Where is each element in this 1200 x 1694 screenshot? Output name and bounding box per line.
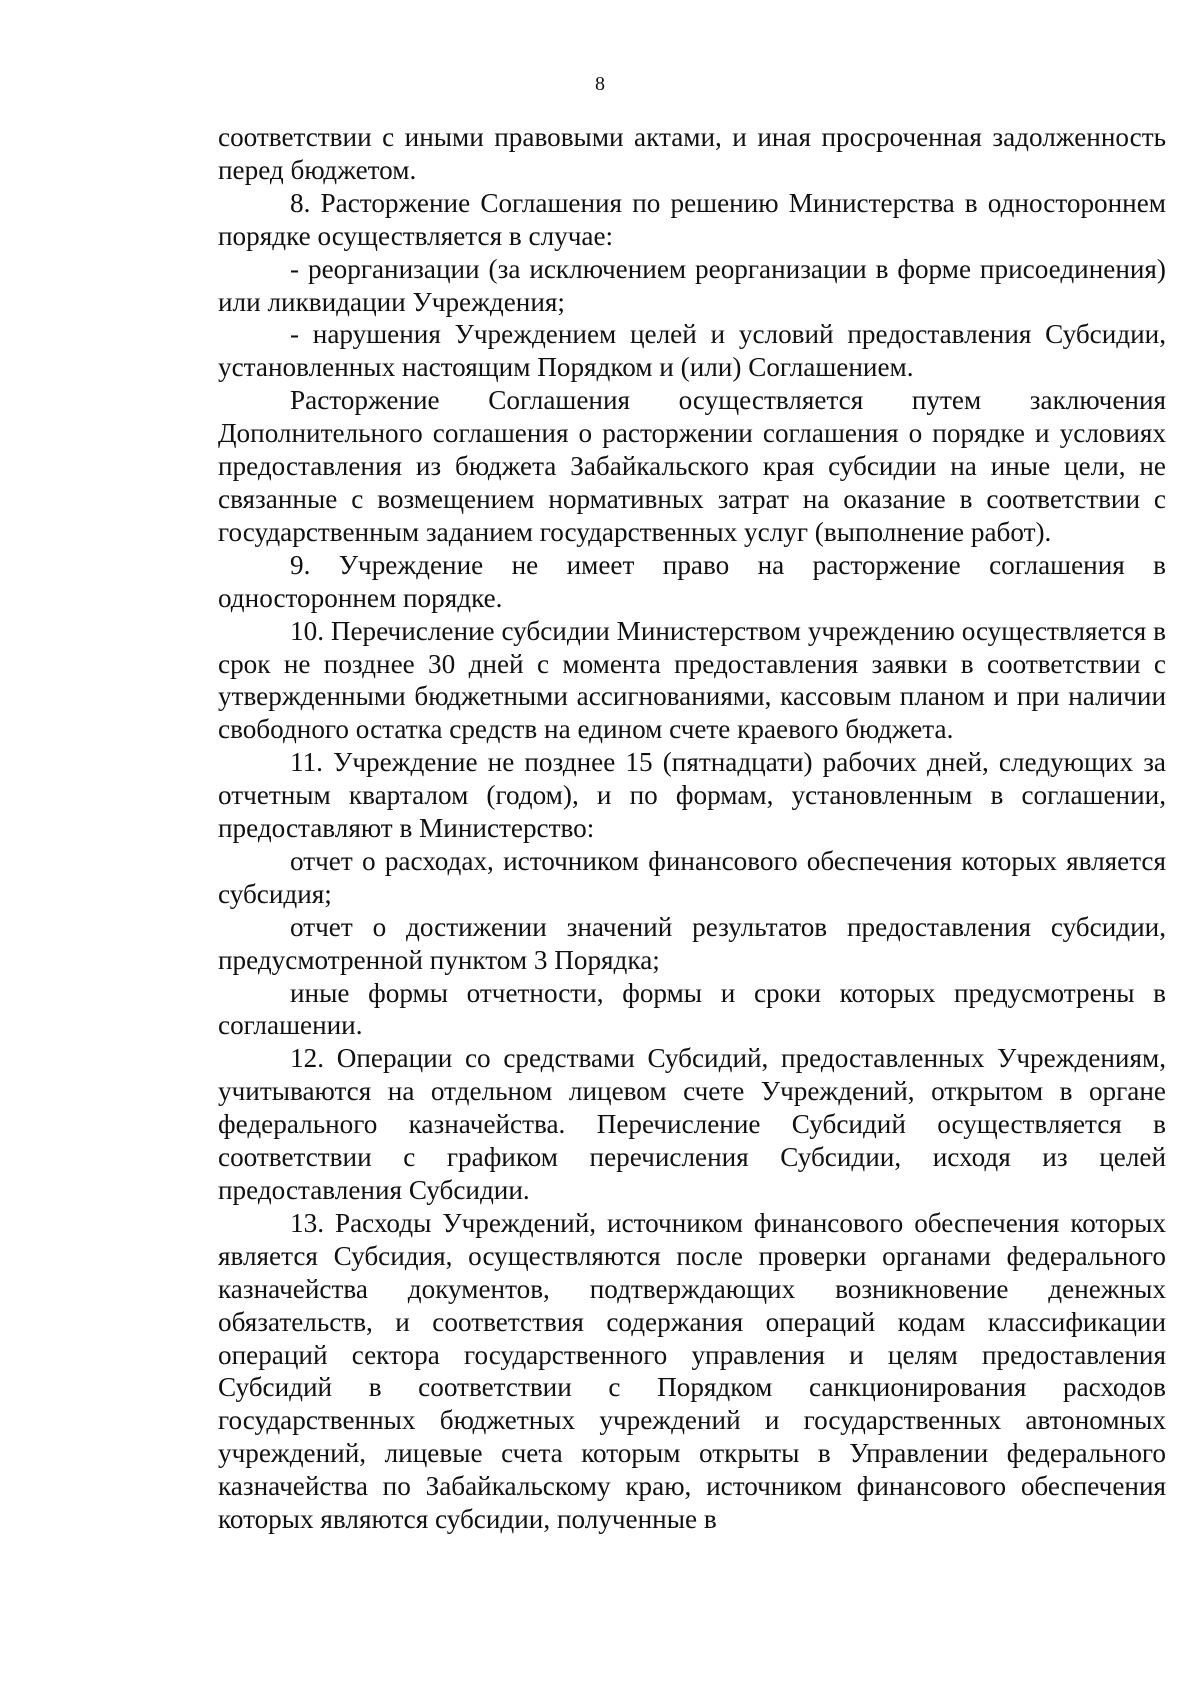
paragraph-item-11: 11. Учреждение не позднее 15 (пятнадцати) рабочих дней, следующих за отчетным кварталом (годом), и по формам, установленным в соглашении, предоставляют в Министерство: [218,747,1166,844]
paragraph-item-9: 9. Учреждение не имеет право на расторжение соглашения в одностороннем порядке. [218,549,1166,613]
paragraph-item-8: 8. Расторжение Соглашения по решению Министерства в одностороннем порядке осуществляется в случае: [218,187,1166,251]
paragraph-continuation: соответствии с иными правовыми актами, и иная просроченная задолженность перед бюджетом. [218,122,1166,185]
paragraph-item-8-violation: - нарушения Учреждением целей и условий предоставления Субсидии, установленных настоящим Порядком и (или) Соглашением. [218,319,1166,383]
paragraph-other-reports: иные формы отчетности, формы и сроки которых предусмотрены в соглашении. [218,977,1166,1041]
paragraph-item-12: 12. Операции со средствами Субсидий, предоставленных Учреждениям, учитываются на отдельном лицевом счете Учреждений, открытом в органе федерального казначейства. Перечисление Субсидий осуществляется в соответствии с графиком перечисления Субсидии, исходя из целей предоставления Субсидии. [218,1043,1166,1205]
paragraph-report-results: отчет о достижении значений результатов предоставления субсидии, предусмотренной пунктом 3 Порядка; [218,911,1166,975]
paragraph-termination-procedure: Расторжение Соглашения осуществляется путем заключения Дополнительного соглашения о расторжении соглашения о порядке и условиях предоставления из бюджета Забайкальского края субсидии на иные цели, не связанные с возмещением нормативных затрат на оказание в соответствии с государственным заданием государственных услуг (выполнение работ). [218,385,1166,547]
paragraph-item-10: 10. Перечисление субсидии Министерством учреждению осуществляется в срок не позднее 30 дней с момента предоставления заявки в соответствии с утвержденными бюджетными ассигнованиями, кассовым планом и при наличии свободного остатка средств на едином счете краевого бюджета. [218,615,1166,745]
paragraph-report-expenses: отчет о расходах, источником финансового обеспечения которых является субсидия; [218,845,1166,909]
page-number: 8 [595,73,605,95]
document-body [218,121,1166,1536]
paragraph-item-13: 13. Расходы Учреждений, источником финансового обеспечения которых является Субсидия, осуществляются после проверки органами федерального казначейства документов, подтверждающих возникновение денежных обязательств, и соответствия содержания операций кодам классификации операций сектора государственного управления и целям предоставления Субсидий в соответствии с Порядком санкционирования расходов государственных бюджетных учреждений и государственных автономных учреждений, лицевые счета которым открыты в Управлении федерального казначейства по Забайкальскому краю, источником финансового обеспечения которых являются субсидии, полученные в [218,1207,1166,1535]
paragraph-item-8-reorganization: - реорганизации (за исключением реорганизации в форме присоединения) или ликвидации Учреждения; [218,253,1166,317]
